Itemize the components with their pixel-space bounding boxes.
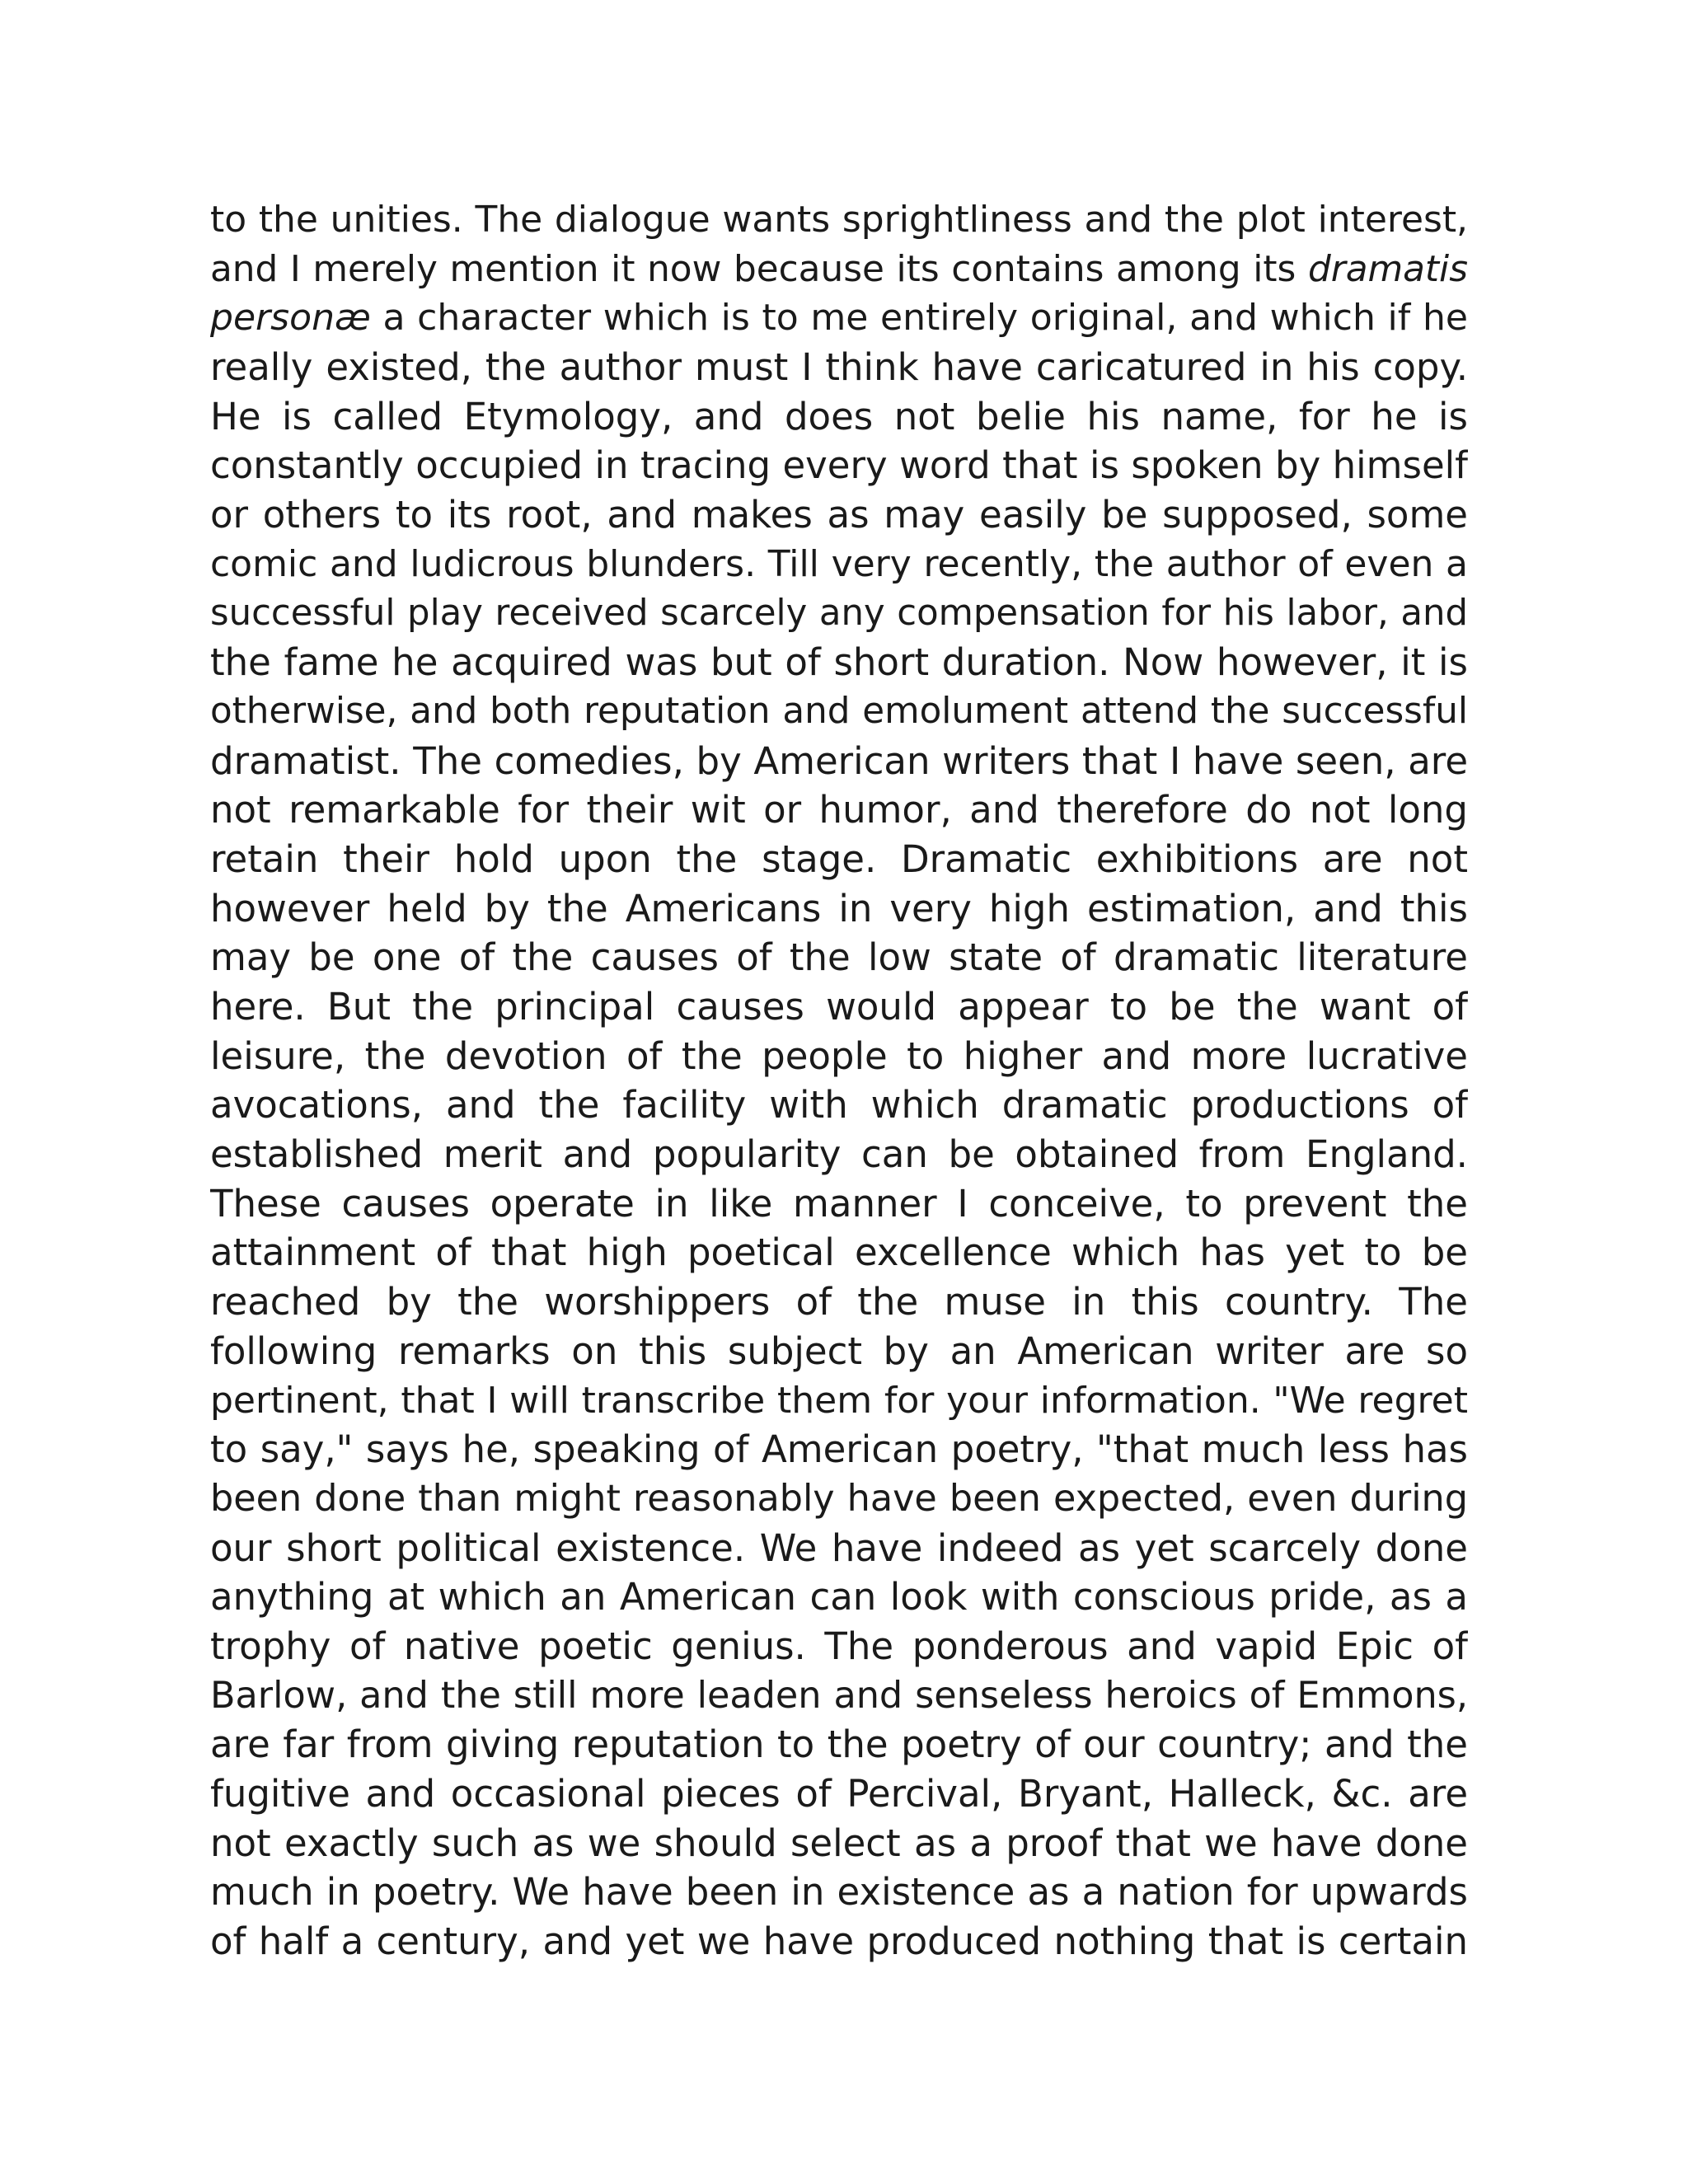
text-line: the fame he acquired was but of short duration. Now however, it is bbox=[210, 640, 1468, 685]
text-line: to the unities. The dialogue wants sprightliness and the plot interest, bbox=[210, 199, 1468, 241]
text-line: our short political existence. We have indeed as yet scarcely done bbox=[210, 1526, 1468, 1570]
text-line: constantly occupied in tracing every word that is spoken by himself bbox=[210, 443, 1468, 488]
body-text bbox=[210, 195, 1468, 1966]
text-line: may be one of the causes of the low state of dramatic literature bbox=[210, 935, 1468, 980]
text-segment: a character which is to me entirely original, and which if he bbox=[382, 297, 1468, 340]
text-line: of half a century, and yet we have produced nothing that is certain bbox=[210, 1919, 1468, 1964]
text-line: not exactly such as we should select as a proof that we have done bbox=[210, 1821, 1468, 1865]
text-line bbox=[210, 293, 1468, 343]
text-line: reached by the worshippers of the muse in this country. The bbox=[210, 1280, 1468, 1324]
text-line: much in poetry. We have been in existence as a nation for upwards bbox=[210, 1870, 1468, 1915]
text-line: trophy of native poetic genius. The ponderous and vapid Epic of bbox=[210, 1624, 1468, 1668]
text-line: here. But the principal causes would appear to be the want of bbox=[210, 985, 1468, 1029]
text-line: dramatist. The comedies, by American writers that I have seen, are bbox=[210, 738, 1468, 783]
text-line: been done than might reasonably have been expected, even during bbox=[210, 1477, 1468, 1520]
text-line: comic and ludicrous blunders. Till very recently, the author of even a bbox=[210, 542, 1468, 585]
italic-term: personæ bbox=[210, 297, 371, 340]
text-line: leisure, the devotion of the people to higher and more lucrative bbox=[210, 1033, 1468, 1078]
text-line: successful play received scarcely any compensation for his labor, and bbox=[210, 592, 1468, 634]
text-line: He is called Etymology, and does not belie his name, for he is bbox=[210, 394, 1468, 438]
text-segment: and I merely mention it now because its contains among its bbox=[210, 247, 1308, 290]
text-line: established merit and popularity can be obtained from England. bbox=[210, 1132, 1468, 1177]
text-line: Barlow, and the still more leaden and senseless heroics of Emmons, bbox=[210, 1674, 1468, 1717]
text-line: however held by the Americans in very high estimation, and this bbox=[210, 886, 1468, 930]
text-line: These causes operate in like manner I conceive, to prevent the bbox=[210, 1181, 1468, 1226]
text-line: following remarks on this subject by an American writer are so bbox=[210, 1329, 1468, 1373]
text-line bbox=[210, 245, 1468, 294]
text-line: pertinent, that I will transcribe them for your information. "We regret bbox=[210, 1379, 1468, 1422]
text-line: really existed, the author must I think have caricatured in his copy. bbox=[210, 345, 1468, 390]
text-line: anything at which an American can look with conscious pride, as a bbox=[210, 1575, 1468, 1619]
text-line: are far from giving reputation to the poetry of our country; and the bbox=[210, 1722, 1468, 1767]
text-line: attainment of that high poetical excellence which has yet to be bbox=[210, 1230, 1468, 1275]
text-line: to say," says he, speaking of American poetry, "that much less has bbox=[210, 1427, 1468, 1472]
text-line: not remarkable for their wit or humor, and therefore do not long bbox=[210, 788, 1468, 832]
text-line: retain their hold upon the stage. Dramatic exhibitions are not bbox=[210, 837, 1468, 881]
text-line: fugitive and occasional pieces of Percival, Bryant, Halleck, &c. are bbox=[210, 1772, 1468, 1816]
italic-term: dramatis bbox=[1307, 247, 1468, 290]
text-line: otherwise, and both reputation and emolument attend the successful bbox=[210, 690, 1468, 732]
text-line: or others to its root, and makes as may easily be supposed, some bbox=[210, 493, 1468, 537]
text-line: avocations, and the facility with which dramatic productions of bbox=[210, 1083, 1468, 1127]
